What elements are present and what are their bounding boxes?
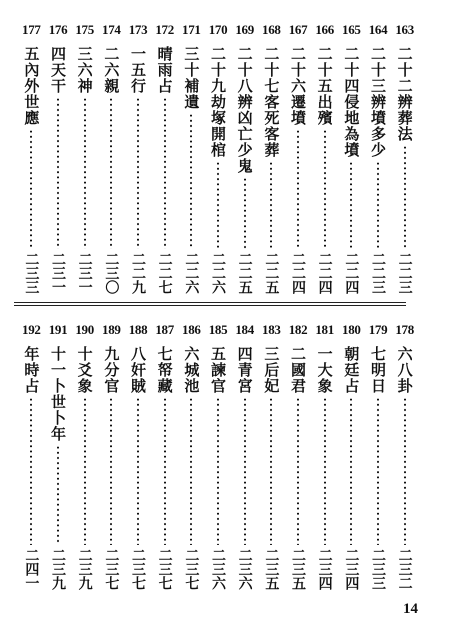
entry-number: 184	[235, 322, 254, 337]
toc-entry	[233, 322, 257, 590]
entry-page-reference: 二二三	[370, 252, 386, 294]
entry-number: 164	[368, 22, 388, 37]
entry-page-reference: 二三四	[316, 548, 333, 590]
toc-entry	[153, 322, 177, 590]
dot-leader	[324, 129, 326, 249]
toc-entry	[206, 22, 230, 294]
entry-title: 十一卜世卜年	[49, 346, 67, 442]
toc-bottom-section	[18, 322, 418, 590]
dot-leader	[190, 113, 192, 249]
entry-page-reference: 二二四	[316, 252, 333, 294]
entry-number: 175	[75, 22, 94, 37]
dot-leader	[297, 397, 299, 545]
entry-number: 165	[342, 22, 361, 37]
entry-number: 185	[208, 322, 228, 337]
entry-title: 二十八辨凶亡少鬼	[235, 46, 254, 174]
dot-leader	[404, 145, 406, 249]
page-number: 14	[403, 601, 418, 617]
entry-title: 五內外世應	[22, 46, 41, 126]
entry-body	[366, 346, 390, 590]
entry-page-reference: 二二四	[290, 252, 306, 294]
toc-entry	[339, 322, 363, 590]
entry-number: 179	[368, 322, 388, 337]
entry-number: 170	[208, 22, 228, 37]
entry-body	[99, 46, 123, 294]
toc-entry	[153, 22, 177, 294]
entry-number: 167	[288, 22, 308, 37]
dot-leader	[137, 97, 139, 249]
entry-body	[46, 46, 70, 294]
toc-entry	[46, 322, 70, 590]
entry-page-reference: 二二六	[183, 252, 200, 294]
entry-title: 一大象	[315, 346, 334, 394]
entry-number: 192	[22, 322, 41, 337]
dot-leader	[350, 161, 352, 249]
entry-body	[313, 46, 337, 294]
entry-title: 四青宮	[235, 346, 254, 394]
toc-entry	[19, 322, 43, 590]
toc-entry	[313, 22, 337, 294]
entry-title: 七帑藏	[155, 346, 174, 394]
toc-entry	[46, 22, 70, 294]
dot-leader	[324, 397, 326, 545]
entry-page-reference: 二二六	[210, 252, 226, 294]
dot-leader	[30, 397, 32, 545]
entry-body	[73, 346, 97, 590]
entry-body	[179, 46, 203, 294]
entry-number: 168	[262, 22, 281, 37]
dot-leader	[217, 397, 219, 545]
entry-number: 178	[395, 322, 414, 337]
entry-number: 182	[288, 322, 308, 337]
toc-entry	[73, 22, 97, 294]
entry-page-reference: 二三四	[343, 548, 360, 590]
entry-body	[259, 46, 283, 294]
dot-leader	[110, 397, 112, 545]
entry-number: 173	[128, 22, 148, 37]
entry-body	[206, 46, 230, 294]
entry-title: 六城池	[182, 346, 201, 394]
entry-page-reference: 二三九	[76, 548, 93, 590]
entry-body	[179, 346, 203, 590]
entry-body	[393, 46, 417, 294]
toc-entry	[366, 322, 390, 590]
entry-body	[393, 346, 417, 590]
entry-title: 三后妃	[262, 346, 281, 394]
entry-body	[233, 46, 257, 294]
entry-body	[46, 346, 70, 590]
entry-number: 163	[395, 22, 414, 37]
section-divider	[14, 302, 406, 306]
entry-title: 十爻象	[75, 346, 94, 394]
toc-entry	[206, 322, 230, 590]
toc-entry	[99, 322, 123, 590]
entry-title: 四天干	[49, 46, 67, 94]
entry-title: 朝廷占	[342, 346, 361, 394]
entry-page-reference: 二二三	[396, 252, 413, 294]
entry-body	[339, 346, 363, 590]
entry-body	[99, 346, 123, 590]
entry-page-reference: 二三五	[263, 548, 280, 590]
entry-number: 177	[22, 22, 41, 37]
toc-entry	[259, 22, 283, 294]
entry-page-reference: 二三七	[103, 548, 120, 590]
entry-page-reference: 二三三	[370, 548, 386, 590]
dot-leader	[164, 97, 166, 249]
entry-body	[153, 46, 177, 294]
dot-leader	[377, 161, 379, 249]
dot-leader	[137, 397, 139, 545]
entry-title: 二十三辨墳多少	[369, 46, 387, 158]
entry-page-reference: 二三一	[50, 252, 66, 294]
entry-title: 二十二辨葬法	[395, 46, 414, 142]
entry-title: 二六親	[102, 46, 121, 94]
entry-title: 五諫官	[209, 346, 227, 394]
toc-top-section	[18, 22, 418, 294]
entry-title: 八奸賊	[129, 346, 147, 394]
toc-entry	[259, 322, 283, 590]
entry-body	[313, 346, 337, 590]
entry-page-reference: 二三〇	[103, 252, 120, 294]
dot-leader	[270, 397, 272, 545]
entry-number: 171	[182, 22, 201, 37]
entry-page-reference: 二三七	[156, 548, 173, 590]
entry-title: 三六神	[75, 46, 94, 94]
toc-entry	[19, 22, 43, 294]
entry-number: 172	[155, 22, 174, 37]
entry-number: 166	[315, 22, 334, 37]
entry-title: 九分官	[102, 346, 121, 394]
entry-page-reference: 二三三	[23, 252, 40, 294]
dot-leader	[30, 129, 32, 249]
dot-leader	[270, 161, 272, 249]
dot-leader	[57, 445, 59, 545]
dot-leader	[244, 177, 246, 249]
entry-body	[339, 46, 363, 294]
entry-number: 190	[75, 322, 94, 337]
dot-leader	[164, 397, 166, 545]
entry-number: 189	[102, 322, 121, 337]
entry-body	[286, 46, 310, 294]
entry-title: 年時占	[22, 346, 41, 394]
entry-number: 169	[235, 22, 254, 37]
toc-entry	[393, 22, 417, 294]
entry-number: 183	[262, 322, 281, 337]
entry-title: 六八卦	[395, 346, 414, 394]
dot-leader	[350, 397, 352, 545]
toc-entry	[233, 22, 257, 294]
entry-page-reference: 二三九	[50, 548, 66, 590]
dot-leader	[190, 397, 192, 545]
dot-leader	[84, 397, 86, 545]
entry-body	[126, 346, 150, 590]
entry-body	[286, 346, 310, 590]
entry-number: 180	[342, 322, 361, 337]
entry-title: 三十補遺	[182, 46, 201, 110]
entry-body	[73, 46, 97, 294]
toc-entry	[339, 22, 363, 294]
toc-entry	[393, 322, 417, 590]
entry-body	[206, 346, 230, 590]
entry-title: 一五行	[129, 46, 147, 94]
dot-leader	[244, 397, 246, 545]
entry-page-reference: 二四一	[23, 548, 40, 590]
entry-title: 二十五出殯	[315, 46, 334, 126]
dot-leader	[404, 397, 406, 545]
entry-number: 188	[128, 322, 148, 337]
entry-title: 二十四侵地為墳	[342, 46, 361, 158]
entry-page-reference: 二二九	[130, 252, 146, 294]
toc-entry	[126, 322, 150, 590]
toc-entry	[99, 22, 123, 294]
entry-page-reference: 二二四	[343, 252, 360, 294]
entry-page-reference: 二二五	[263, 252, 280, 294]
entry-number: 191	[48, 322, 68, 337]
dot-leader	[57, 97, 59, 249]
entry-title: 二十七客死客葬	[262, 46, 281, 158]
entry-body	[19, 346, 43, 590]
entry-title: 晴雨占	[155, 46, 174, 94]
entry-number: 187	[155, 322, 174, 337]
toc-entry	[286, 22, 310, 294]
toc-entry	[286, 322, 310, 590]
toc-entry	[73, 322, 97, 590]
toc-entry	[126, 22, 150, 294]
toc-entry	[179, 322, 203, 590]
entry-number: 186	[182, 322, 201, 337]
toc-entry	[179, 22, 203, 294]
entry-body	[259, 346, 283, 590]
dot-leader	[297, 129, 299, 249]
entry-title: 二十六遷墳	[289, 46, 307, 126]
entry-title: 七明日	[369, 346, 387, 394]
dot-leader	[110, 97, 112, 249]
entry-page-reference: 二二七	[156, 252, 173, 294]
entry-number: 181	[315, 322, 334, 337]
entry-page-reference: 二二五	[236, 252, 253, 294]
toc-entry	[313, 322, 337, 590]
entry-body	[366, 46, 390, 294]
entry-page-reference: 二三二	[396, 548, 413, 590]
entry-page-reference: 二三六	[210, 548, 226, 590]
dot-leader	[84, 97, 86, 249]
entry-title: 二國君	[289, 346, 307, 394]
entry-body	[126, 46, 150, 294]
entry-page-reference: 二三七	[183, 548, 200, 590]
entry-body	[233, 346, 257, 590]
dot-leader	[377, 397, 379, 545]
entry-page-reference: 二三七	[130, 548, 146, 590]
toc-entry	[366, 22, 390, 294]
entry-body	[19, 46, 43, 294]
entry-number: 174	[102, 22, 121, 37]
entry-title: 二十九劫塚開棺	[209, 46, 227, 158]
entry-page-reference: 二三一	[76, 252, 93, 294]
entry-number: 176	[48, 22, 68, 37]
dot-leader	[217, 161, 219, 249]
entry-page-reference: 二三六	[236, 548, 253, 590]
entry-body	[153, 346, 177, 590]
entry-page-reference: 二三五	[290, 548, 306, 590]
